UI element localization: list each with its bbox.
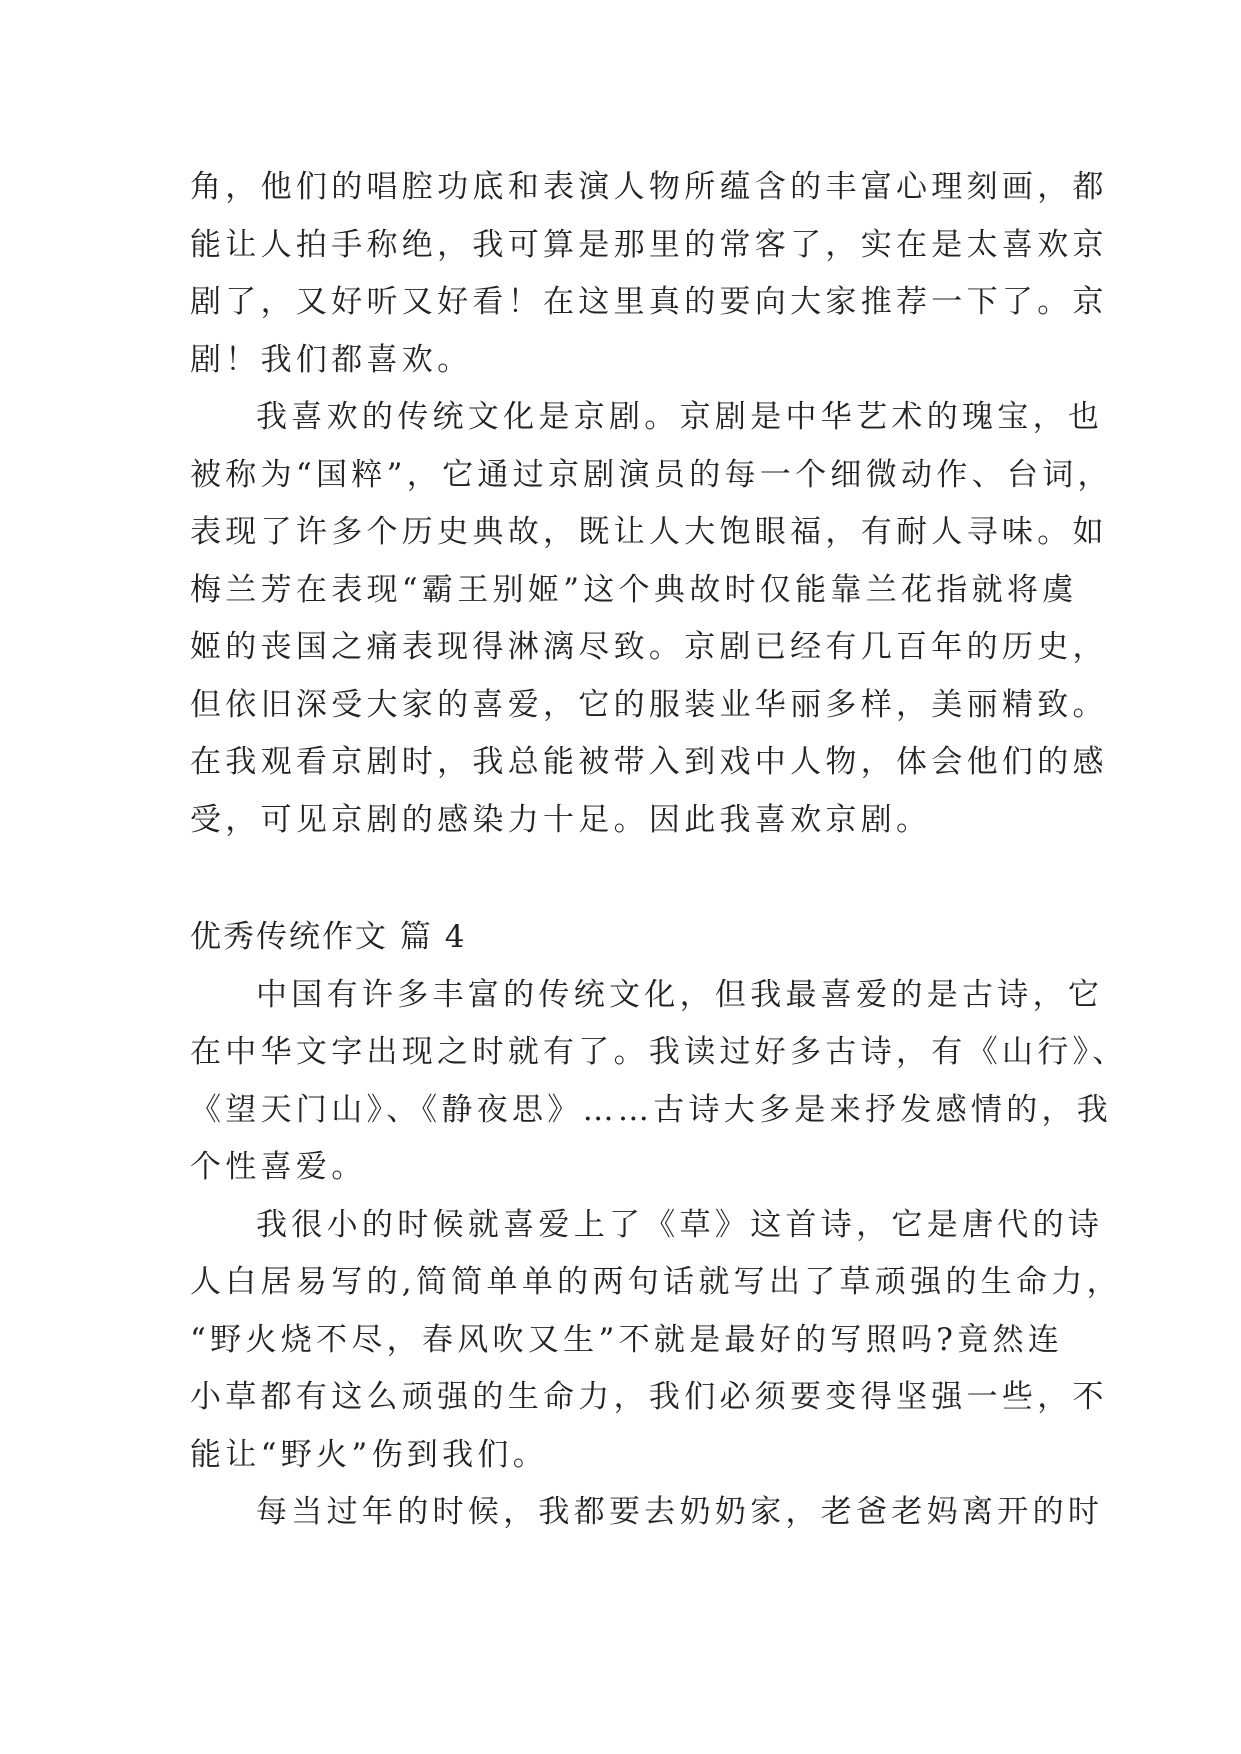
paragraph-4-line-3: “野火烧不尽，春风吹又生”不就是最好的写照吗?竟然连	[190, 1322, 1064, 1358]
paragraph-1-line-4: 剧！我们都喜欢。	[190, 342, 473, 378]
paragraph-1-line-3: 剧了，又好听又好看！在这里真的要向大家推荐一下了。京	[190, 284, 1108, 320]
paragraph-4-line-5: 能让“野火”伤到我们。	[190, 1437, 548, 1473]
paragraph-2-line-2: 被称为“国粹”，它通过京剧演员的每一个细微动作、台词，	[190, 457, 1113, 493]
paragraph-2-line-5: 姬的丧国之痛表现得淋漓尽致。京剧已经有几百年的历史，	[190, 629, 1108, 665]
section-heading: 优秀传统作文 篇 4	[190, 919, 467, 955]
paragraph-4-line-1: 我很小的时候就喜爱上了《草》这首诗，它是唐代的诗	[256, 1207, 1104, 1243]
paragraph-4-line-2: 人白居易写的,简简单单的两句话就写出了草顽强的生命力，	[190, 1264, 1122, 1300]
paragraph-2-line-4: 梅兰芳在表现“霸王别姬”这个典故时仅能靠兰花指就将虞	[190, 572, 1078, 608]
paragraph-1-line-2: 能让人拍手称绝，我可算是那里的常客了，实在是太喜欢京	[190, 227, 1108, 263]
paragraph-3-line-1: 中国有许多丰富的传统文化，但我最喜爱的是古诗，它	[256, 977, 1104, 1013]
paragraph-2-line-3: 表现了许多个历史典故，既让人大饱眼福，有耐人寻味。如	[190, 514, 1108, 550]
paragraph-1-line-1: 角，他们的唱腔功底和表演人物所蕴含的丰富心理刻画，都	[190, 169, 1108, 205]
paragraph-3-line-3: 《望天门山》、《静夜思》……古诗大多是来抒发感情的，我	[190, 1092, 1113, 1128]
paragraph-3-line-2: 在中华文字出现之时就有了。我读过好多古诗，有《山行》、	[190, 1034, 1128, 1070]
paragraph-2-line-7: 在我观看京剧时，我总能被带入到戏中人物，体会他们的感	[190, 744, 1108, 780]
paragraph-5-line-1: 每当过年的时候，我都要去奶奶家，老爸老妈离开的时	[256, 1494, 1104, 1530]
paragraph-2-line-1: 我喜欢的传统文化是京剧。京剧是中华艺术的瑰宝，也	[256, 399, 1104, 435]
paragraph-2-line-6: 但依旧深受大家的喜爱，它的服装业华丽多样，美丽精致。	[190, 687, 1108, 723]
paragraph-3-line-4: 个性喜爱。	[190, 1149, 367, 1185]
paragraph-2-line-8: 受，可见京剧的感染力十足。因此我喜欢京剧。	[190, 802, 932, 838]
paragraph-4-line-4: 小草都有这么顽强的生命力，我们必须要变得坚强一些，不	[190, 1379, 1108, 1415]
